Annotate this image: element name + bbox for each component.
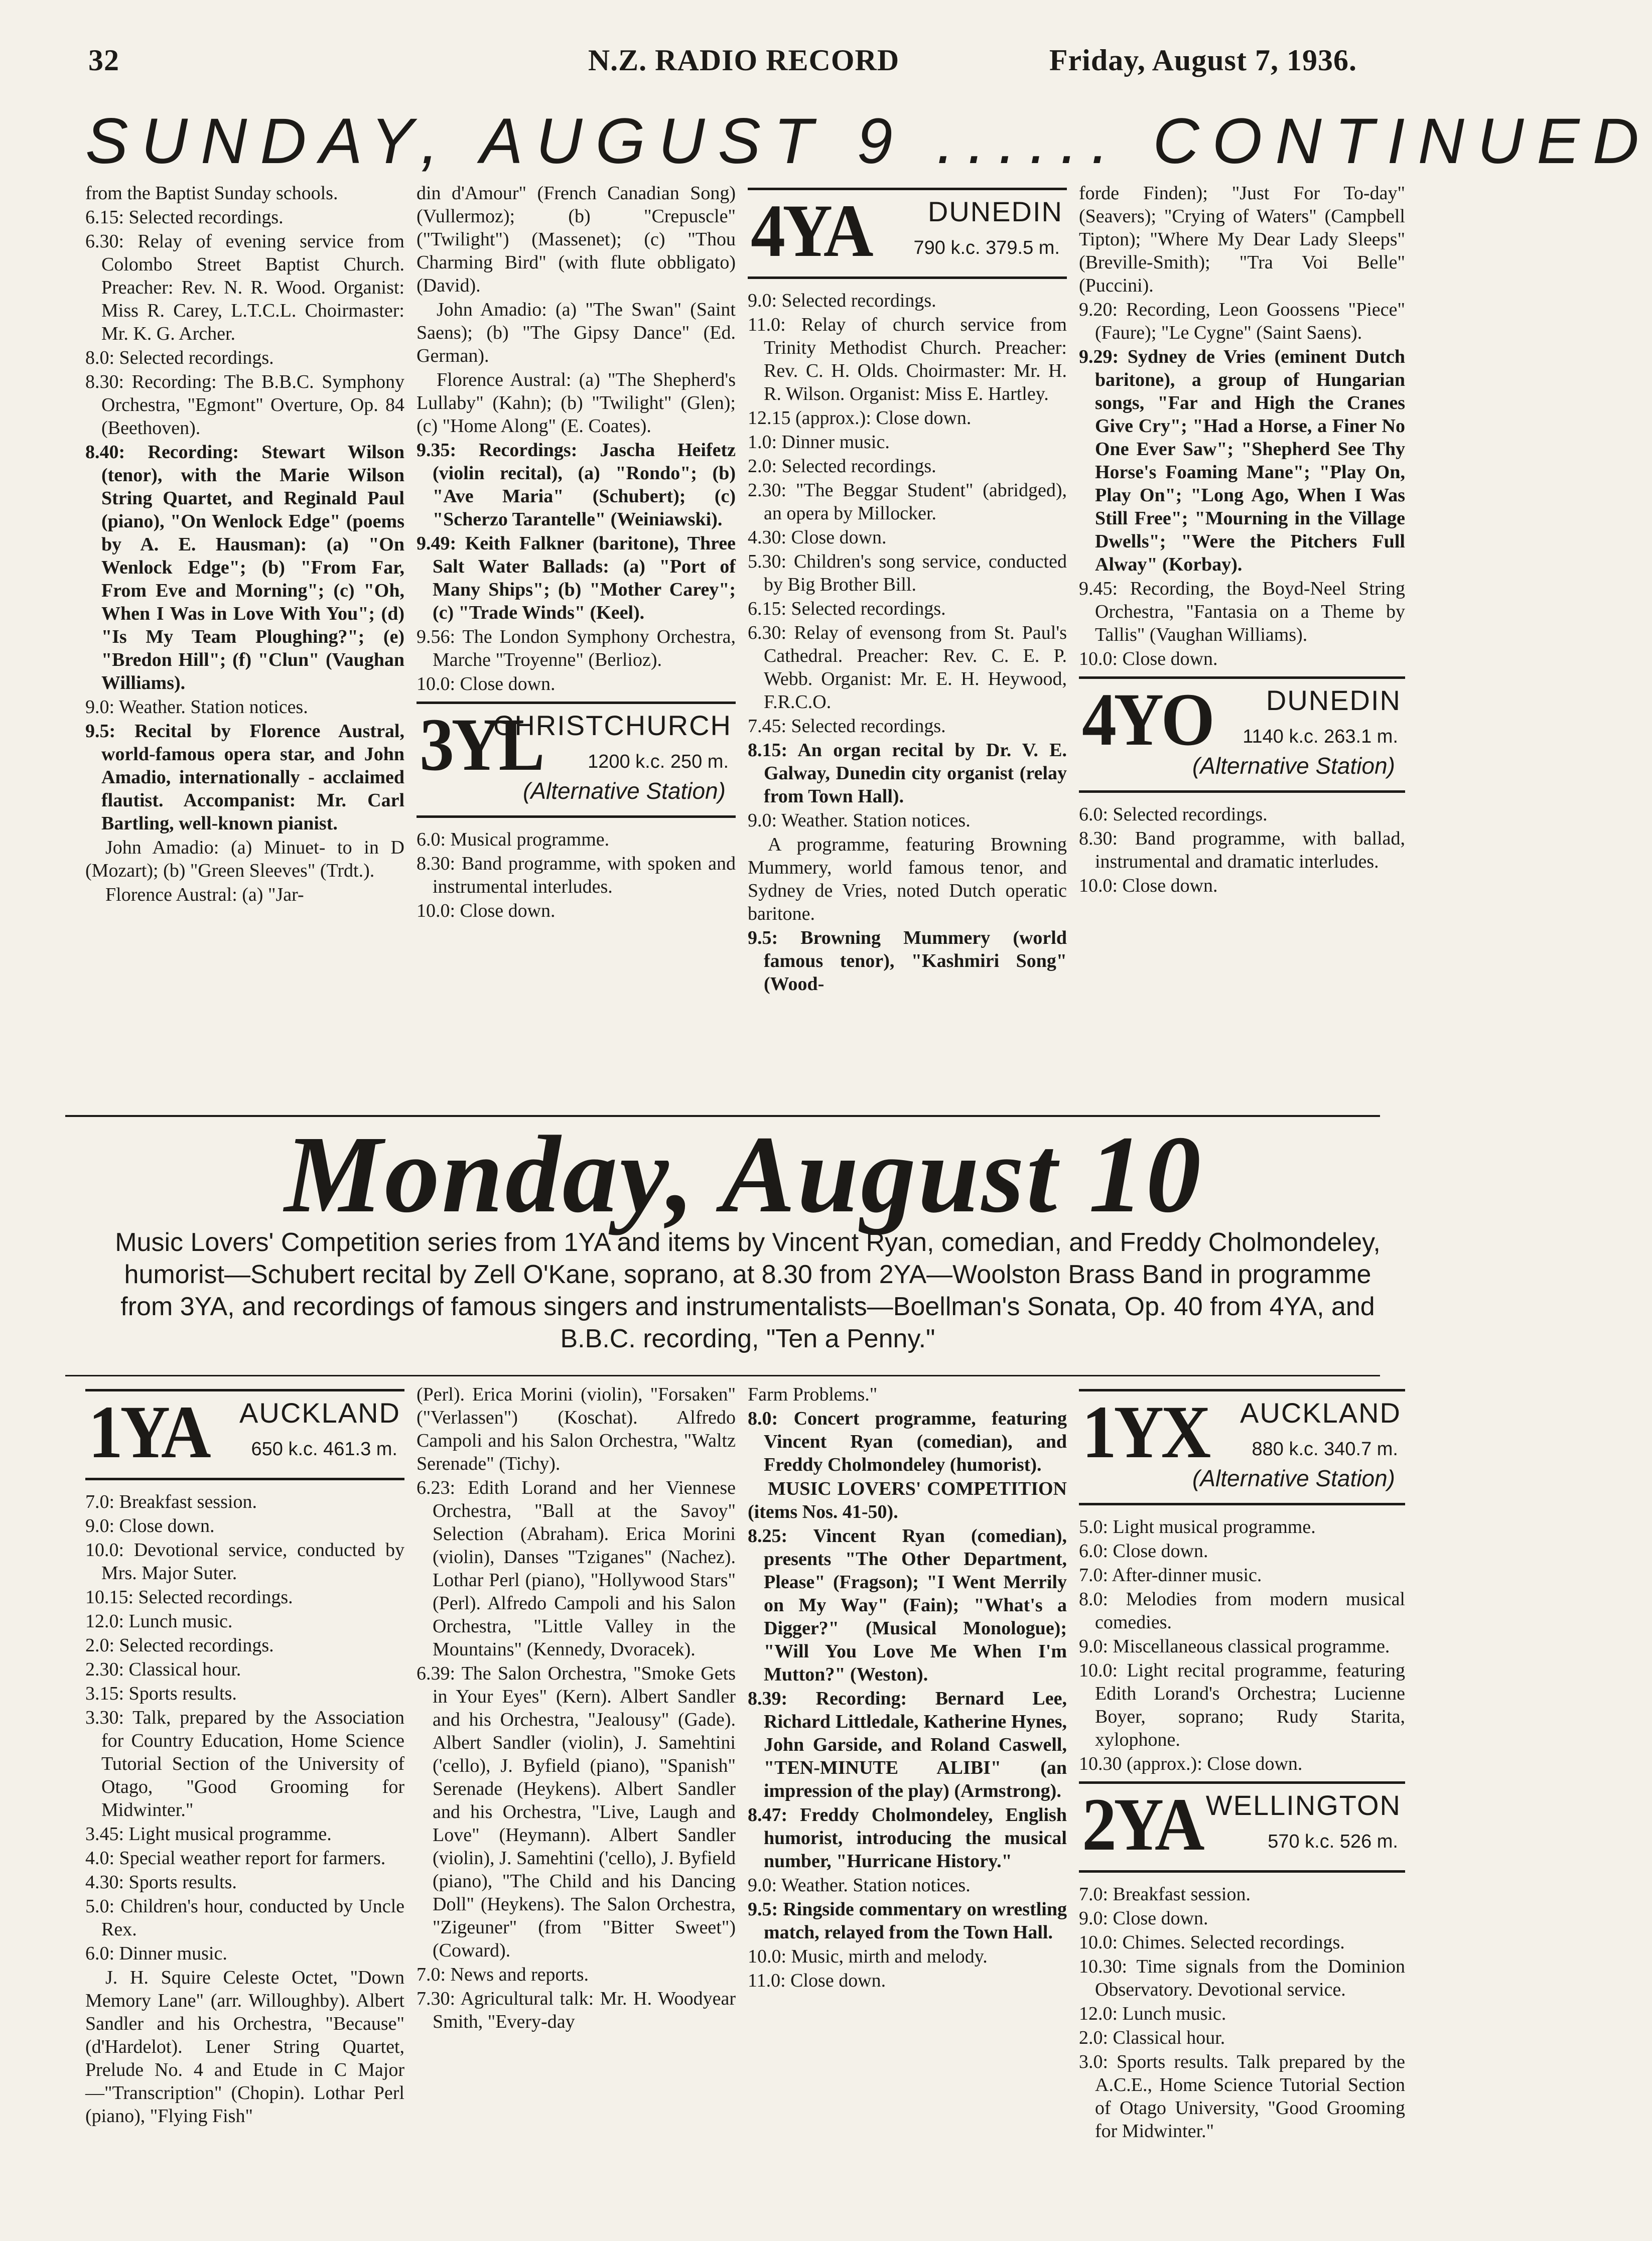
programme-item: 3.45: Light musical programme. — [85, 1824, 332, 1845]
programme-item: 8.30: Band programme, with ballad, instrumental and dramatic interludes. — [1079, 828, 1405, 872]
programme-item: 4.30: Close down. — [748, 527, 887, 548]
programme-item: 8.15: An organ recital by Dr. V. E. Galway, Dunedin city organist (relay from Town Hall). — [748, 740, 1067, 807]
programme-item: 10.0: Light recital programme, featuring Edith Lorand's Orchestra; Lucienne Boyer, soprano; Rudy Starita, xylophone. — [1079, 1660, 1405, 1750]
programme-item: 8.30: Recording: The B.B.C. Symphony Orchestra, "Egmont" Overture, Op. 84 (Beethoven). — [85, 371, 404, 439]
programme-item: 7.0: News and reports. — [417, 1964, 589, 1985]
programme-item: 7.0: After-dinner music. — [1079, 1565, 1262, 1586]
programme-item: 1.0: Dinner music. — [748, 432, 890, 453]
sunday-column-4 — [1079, 182, 1405, 1090]
programme-item: 7.0: Breakfast session. — [85, 1491, 257, 1512]
issue-date: Friday, August 7, 1936. — [1049, 44, 1357, 77]
programme-item: 6.15: Selected recordings. — [85, 207, 284, 228]
programme-item: 2.30: Classical hour. — [85, 1659, 241, 1680]
station-1yx-header — [1079, 1389, 1405, 1505]
station-frequency: 790 k.c. 379.5 m. — [913, 237, 1060, 258]
monday-column-2 — [417, 1383, 736, 2231]
programme-item: 9.35: Recordings: Jascha Heifetz (violin recital), (a) "Rondo"; (b) "Ave Maria" (Schubert); (c) "Scherzo Tarantelle" (Weiniawski). — [417, 440, 736, 530]
station-frequency: 880 k.c. 340.7 m. — [1252, 1439, 1398, 1460]
programme-item: 9.0: Weather. Station notices. — [748, 1875, 971, 1896]
programme-item: MUSIC LOVERS' COMPETITION (items Nos. 41-50). — [748, 1478, 1067, 1522]
programme-item: 8.0: Melodies from modern musical comedies. — [1079, 1589, 1405, 1633]
programme-item: 3.30: Talk, prepared by the Association for Country Education, Home Science Tutorial Section of the University of Otago, "Good Grooming for Midwinter." — [85, 1707, 404, 1820]
station-code: 4YA — [751, 189, 871, 272]
programme-item: 7.0: Breakfast session. — [1079, 1884, 1251, 1905]
programme-item: 8.0: Selected recordings. — [85, 347, 274, 368]
programme-item: 11.0: Close down. — [748, 1970, 886, 1991]
programme-item: 10.15: Selected recordings. — [85, 1587, 293, 1608]
programme-item: 9.0: Close down. — [85, 1515, 215, 1536]
programme-item: 2.0: Selected recordings. — [85, 1635, 274, 1656]
programme-item: J. H. Squire Celeste Octet, "Down Memory Lane" (arr. Willoughby). Albert Sandler and his Orchestra, "Because" (d'Hardelot). Lener String Quartet, Prelude No. 4 and Etude in C Major—"Transcription" (Chopin). Lothar Perl (piano), "Flying Fish" — [85, 1967, 404, 2127]
monday-title: Monday, August 10 — [284, 1113, 1203, 1235]
sunday-column-2 — [417, 182, 736, 1090]
sunday-column-3 — [748, 182, 1067, 1090]
programme-item: 10.0: Chimes. Selected recordings. — [1079, 1932, 1345, 1953]
programme-item: from the Baptist Sunday schools. — [85, 183, 338, 204]
station-note: (Alternative Station) — [1192, 753, 1395, 779]
programme-item: 8.0: Concert programme, featuring Vincent Ryan (comedian), and Freddy Cholmondeley (humorist). — [748, 1408, 1067, 1475]
programme-item: 10.0: Close down. — [1079, 648, 1218, 669]
section-divider — [65, 1375, 1380, 1376]
station-4yo-header — [1079, 676, 1405, 793]
station-code: 3YL — [420, 703, 542, 786]
programme-item: forde Finden); "Just For To-day" (Seavers); "Crying of Waters" (Campbell Tipton); "Where My Dear Lady Sleeps" (Breville-Smith); "Tra Voi Belle" (Puccini). — [1079, 183, 1405, 296]
programme-item: 5.0: Children's hour, conducted by Uncle Rex. — [85, 1896, 404, 1940]
programme-item: A programme, featuring Browning Mummery, world famous tenor, and Sydney de Vries, noted Dutch operatic baritone. — [748, 834, 1067, 924]
station-city: WELLINGTON — [1205, 1789, 1401, 1821]
station-frequency: 1200 k.c. 250 m. — [588, 751, 729, 772]
programme-item: 7.30: Agricultural talk: Mr. H. Woodyear Smith, "Every-day — [417, 1988, 736, 2032]
station-frequency: 650 k.c. 461.3 m. — [251, 1439, 397, 1460]
programme-item: 6.0: Close down. — [1079, 1540, 1208, 1562]
monday-column-4 — [1079, 1383, 1405, 2231]
page-number: 32 — [88, 44, 119, 77]
programme-item: Florence Austral: (a) "Jar- — [105, 884, 304, 905]
programme-item: (Perl). Erica Morini (violin), "Forsaken" ("Verlassen") (Koschat). Alfredo Campoli and his Salon Orchestra, "Waltz Serenade" (Tichy). — [417, 1384, 736, 1474]
programme-item: 9.49: Keith Falkner (baritone), Three Salt Water Ballads: (a) "Port of Many Ships"; (b) "Mother Carey"; (c) "Trade Winds" (Keel). — [417, 533, 736, 623]
programme-item: 12.15 (approx.): Close down. — [748, 407, 972, 429]
programme-item: 6.0: Musical programme. — [417, 829, 610, 850]
station-code: 4YO — [1082, 678, 1212, 761]
programme-item: 10.0: Close down. — [417, 900, 556, 921]
programme-item: 10.0: Music, mirth and melody. — [748, 1946, 988, 1967]
station-city: DUNEDIN — [927, 196, 1063, 227]
programme-item: 11.0: Relay of church service from Trinity Methodist Church. Preacher: Rev. C. H. Olds. Choirmaster: Mr. H. R. Wilson. Organist: Miss E. Hartley. — [748, 314, 1067, 404]
station-frequency: 1140 k.c. 263.1 m. — [1243, 726, 1398, 747]
programme-item: 7.45: Selected recordings. — [748, 716, 946, 737]
sunday-continued-banner: SUNDAY, AUGUST 9 ...... CONTINUED — [85, 105, 1652, 177]
programme-item: din d'Amour" (French Canadian Song) (Vullermoz); (b) "Crepuscle" ("Twilight") (Massenet); (c) "Thou Charming Bird" (with flute obbligato) (David). — [417, 183, 736, 296]
station-city: AUCKLAND — [239, 1397, 400, 1429]
programme-item: 9.0: Weather. Station notices. — [748, 810, 971, 831]
programme-item: 10.0: Close down. — [1079, 875, 1218, 896]
programme-item: 8.30: Band programme, with spoken and instrumental interludes. — [417, 853, 736, 897]
programme-item: 9.20: Recording, Leon Goossens "Piece" (Faure); "Le Cygne" (Saint Saens). — [1079, 299, 1405, 343]
programme-item: 2.0: Selected recordings. — [748, 456, 936, 477]
programme-item: 9.5: Ringside commentary on wrestling match, relayed from the Town Hall. — [748, 1899, 1067, 1943]
programme-item: 3.0: Sports results. Talk prepared by the A.C.E., Home Science Tutorial Section of Otago University, "Good Grooming for Midwinter." — [1079, 2051, 1405, 2142]
station-4ya-header — [748, 188, 1067, 279]
station-note: (Alternative Station) — [1192, 1465, 1395, 1491]
programme-item: 6.30: Relay of evensong from St. Paul's Cathedral. Preacher: Rev. C. E. P. Webb. Organist: Mr. E. H. Heywood, F.R.C.O. — [748, 622, 1067, 713]
monday-summary: Music Lovers' Competition series from 1YA and items by Vincent Ryan, comedian, and Freddy Cholmondeley, humorist—Schubert recital by Zell O'Kane, soprano, at 8.30 from 2YA—Woolston Brass Band in programme from 3YA, and recordings of famous singers and instrumentalists—Boellman's Sonata, Op. 40 from 4YA, and B.B.C. recording, "Ten a Penny." — [115, 1228, 1381, 1353]
station-code: 2YA — [1082, 1783, 1202, 1866]
programme-item: 8.40: Recording: Stewart Wilson (tenor), with the Marie Wilson String Quartet, and Reginald Paul (piano), "On Wenlock Edge" (poems by A. E. Hausman): (a) "On Wenlock Edge"; (b) "From Far, From Eve and Morning"; (c) "Oh, When I Was in Love With You"; (d) "Is My Team Ploughing?"; (e) "Bredon Hill"; (f) "Clun" (Vaughan Williams). — [85, 442, 404, 693]
station-code: 1YX — [1082, 1390, 1208, 1474]
programme-item: 9.0: Close down. — [1079, 1908, 1208, 1929]
programme-item: 9.29: Sydney de Vries (eminent Dutch baritone), a group of Hungarian songs, "Far and High the Cranes Give Cry"; "Had a Horse, a Finer No One Ever Saw"; "Shepherd See Thy Horse's Foaming Mane"; "Play On, Play On"; "Long Ago, When I Was Still Free"; "Mourning in the Village Dwells"; "Were the Pitchers Full Alway" (Korbay). — [1079, 346, 1405, 575]
station-3yl-header — [417, 702, 736, 818]
monday-column-1 — [85, 1383, 404, 2231]
programme-item: 9.5: Recital by Florence Austral, world-famous opera star, and John Amadio, internationally - acclaimed flautist. Accompanist: Mr. Carl Bartling, well-known pianist. — [85, 721, 404, 834]
programme-item: 6.15: Selected recordings. — [748, 598, 946, 619]
programme-item: 12.0: Lunch music. — [1079, 2003, 1226, 2024]
programme-item: 4.0: Special weather report for farmers. — [85, 1848, 386, 1869]
publication-title: N.Z. RADIO RECORD — [588, 44, 900, 77]
programme-item: 9.0: Weather. Station notices. — [85, 696, 308, 718]
programme-item: 8.39: Recording: Bernard Lee, Richard Littledale, Katherine Hynes, John Garside, and Roland Caswell, "TEN-MINUTE ALIBI" (an impression of the play) (Armstrong). — [748, 1688, 1067, 1801]
programme-item: 9.0: Selected recordings. — [748, 290, 936, 311]
programme-item: 10.30: Time signals from the Dominion Observatory. Devotional service. — [1079, 1956, 1405, 2000]
monday-column-3 — [748, 1383, 1067, 2231]
station-city: DUNEDIN — [1266, 684, 1401, 716]
programme-item: 5.0: Light musical programme. — [1079, 1516, 1316, 1537]
station-code: 1YA — [88, 1390, 209, 1474]
programme-item: 6.39: The Salon Orchestra, "Smoke Gets in Your Eyes" (Kern). Albert Sandler and his Orchestra, "Jealousy" (Gade). Albert Sandler (violin), J. Samehtini ('cello), J. Byfield (piano), "Spanish" Serenade (Heykens). Albert Sandler and his Orchestra, "Live, Laugh and Love" (Heymann). Albert Sandler (violin), J. Samehtini ('cello), J. Byfield (piano), "The Child and his Dancing Doll" (Heykens). The Salon Orchestra, "Zigeuner" (from "Bitter Sweet") (Coward). — [417, 1663, 736, 1961]
programme-item: 9.0: Miscellaneous classical programme. — [1079, 1636, 1390, 1657]
station-frequency: 570 k.c. 526 m. — [1268, 1831, 1398, 1852]
programme-item: 2.0: Classical hour. — [1079, 2027, 1225, 2048]
station-note: (Alternative Station) — [523, 778, 726, 804]
page-header — [0, 0, 1487, 90]
programme-item: 10.30 (approx.): Close down. — [1079, 1753, 1303, 1774]
programme-item: 10.0: Close down. — [417, 673, 556, 694]
programme-item: 12.0: Lunch music. — [85, 1611, 233, 1632]
programme-item: 6.30: Relay of evening service from Colombo Street Baptist Church. Preacher: Rev. N. R. Wood. Organist: Miss R. Carey, L.T.C.L. Choirmaster: Mr. K. G. Archer. — [85, 231, 404, 344]
station-city: CHRISTCHURCH — [493, 710, 732, 741]
programme-item: 9.45: Recording, the Boyd-Neel String Orchestra, "Fantasia on a Theme by Tallis" (Vaughan Williams). — [1079, 578, 1405, 645]
programme-item: 5.30: Children's song service, conducted by Big Brother Bill. — [748, 551, 1067, 595]
programme-item: 10.0: Devotional service, conducted by Mrs. Major Suter. — [85, 1539, 404, 1584]
programme-item: John Amadio: (a) "The Swan" (Saint Saens); (b) "The Gipsy Dance" (Ed. German). — [417, 299, 736, 366]
station-1ya-header — [85, 1389, 404, 1480]
programme-item: 9.5: Browning Mummery (world famous tenor), "Kashmiri Song" (Wood- — [748, 927, 1067, 995]
programme-item: 9.56: The London Symphony Orchestra, Marche "Troyenne" (Berlioz). — [417, 626, 736, 670]
programme-item: Florence Austral: (a) "The Shepherd's Lullaby" (Kahn); (b) "Twilight" (Glen); (c) "Home Along" (E. Coates). — [417, 369, 736, 437]
programme-item: John Amadio: (a) Minuet- to in D (Mozart); (b) "Green Sleeves" (Trdt.). — [85, 837, 404, 881]
programme-item: Farm Problems." — [748, 1384, 878, 1405]
programme-item: 4.30: Sports results. — [85, 1872, 237, 1893]
programme-item: 3.15: Sports results. — [85, 1683, 237, 1704]
programme-item: 8.25: Vincent Ryan (comedian), presents "The Other Department, Please" (Fragson); "I Went Merrily on My Way" (Fain); "What's a Digger?" (Musical Monologue); "Will You Love Me When I'm Mutton?" (Weston). — [748, 1525, 1067, 1685]
programme-item: 6.23: Edith Lorand and her Viennese Orchestra, "Ball at the Savoy" Selection (Abraham). Erica Morini (violin), Danses "Tziganes" (Nachez). Lothar Perl (piano), "Hollywood Stars" (Perl). Alfredo Campoli and his Salon Orchestra, "Little Valley in the Mountains" (Kennedy, Dvoracek). — [417, 1477, 736, 1660]
programme-item: 6.0: Dinner music. — [85, 1943, 227, 1964]
programme-item: 6.0: Selected recordings. — [1079, 804, 1268, 825]
programme-item: 8.47: Freddy Cholmondeley, English humorist, introducing the musical number, "Hurricane History." — [748, 1804, 1067, 1872]
station-city: AUCKLAND — [1240, 1397, 1401, 1429]
sunday-column-1 — [85, 182, 404, 1090]
programme-item: 2.30: "The Beggar Student" (abridged), an opera by Millocker. — [748, 480, 1067, 524]
station-2ya-header — [1079, 1781, 1405, 1873]
